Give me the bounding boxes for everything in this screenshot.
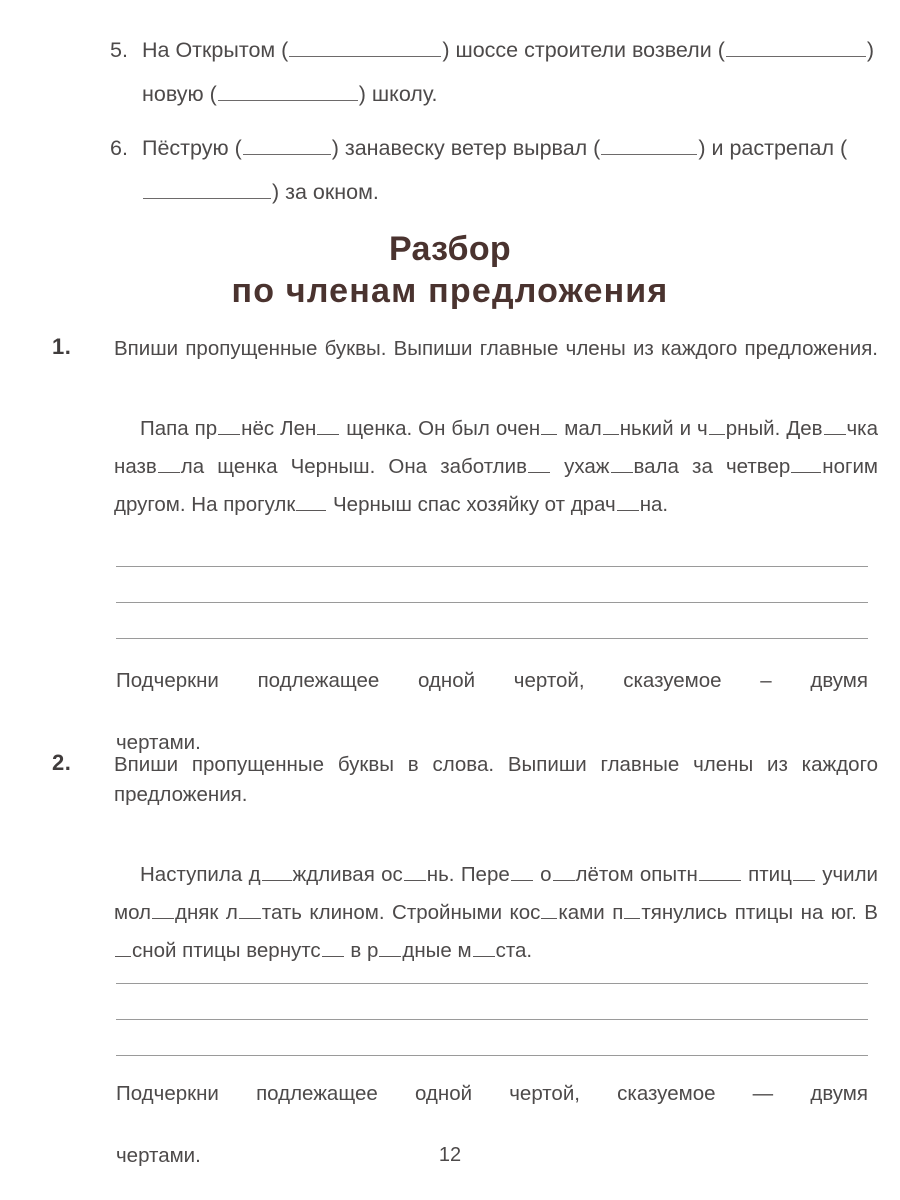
- footnote-line-2: чертами.: [116, 1144, 201, 1167]
- letter-gap[interactable]: [115, 940, 131, 957]
- exercise-prompt: Впиши пропущенные буквы в слова. Выпиши главные члены из каждого предложения.: [114, 753, 878, 806]
- list-item-text: [142, 126, 878, 214]
- letter-gap[interactable]: [317, 418, 339, 435]
- letter-gap[interactable]: [379, 940, 401, 957]
- answer-line[interactable]: [116, 566, 868, 567]
- exercise-1: [52, 334, 878, 524]
- exercise-number: 1.: [52, 334, 72, 359]
- exercise-prompt: Впиши пропущенные буквы. Выпиши главные члены из каждого предложения.: [114, 337, 878, 360]
- letter-gap[interactable]: [541, 418, 557, 435]
- list-item-text: [142, 28, 878, 116]
- page-number: 12: [438, 1144, 462, 1166]
- exercise-passage: Папа пр нёс Лен щенка. Он был очен мал нький и ч рный. Дев чка назв ла щенка Черныш. Она заботлив ухаж вала за четвер ногим другом. На прогулк Черныш спас хозяйку от драч на.: [114, 417, 879, 516]
- list-item-number: 6.: [110, 136, 128, 160]
- fill-in-blank[interactable]: [143, 178, 271, 199]
- letter-gap[interactable]: [791, 456, 821, 473]
- exercise-2: [52, 750, 878, 970]
- fill-in-blank[interactable]: [289, 36, 441, 57]
- exercise-passage: Наступила д ждливая ос нь. Пере о лётом опытн птиц учили мол дняк л тать клином. Стройными кос ками п тянулись птицы на юг. Всной птицы вернутс в р дные м ста.: [114, 863, 878, 962]
- sentence-fragment: ) школу.: [358, 82, 438, 106]
- list-item-number: 5.: [110, 38, 128, 62]
- footnote-line-2: чертами.: [116, 731, 201, 754]
- section-heading-line-2: по членам предложения: [231, 272, 669, 310]
- letter-gap[interactable]: [152, 902, 174, 919]
- answer-line[interactable]: [116, 1019, 868, 1020]
- sentence-fragment: ) за окном.: [272, 180, 379, 204]
- fill-in-blank[interactable]: [726, 36, 866, 57]
- letter-gap[interactable]: [824, 418, 846, 435]
- letter-gap[interactable]: [158, 456, 180, 473]
- letter-gap[interactable]: [699, 864, 741, 881]
- continued-exercise-list: [110, 28, 878, 224]
- letter-gap[interactable]: [511, 864, 533, 881]
- exercise-content: [114, 750, 878, 970]
- sentence-fragment: ) шоссе строители возвели (: [442, 38, 725, 62]
- section-heading-line-1: Разбор: [389, 230, 511, 268]
- letter-gap[interactable]: [541, 902, 557, 919]
- sentence-fragment: ) занавеску ветер вырвал (: [331, 136, 601, 160]
- letter-gap[interactable]: [709, 418, 725, 435]
- letter-gap[interactable]: [296, 494, 326, 511]
- section-heading: [0, 228, 900, 312]
- answer-line[interactable]: [116, 983, 868, 984]
- fill-in-blank[interactable]: [218, 80, 358, 101]
- sentence-fragment: Пёструю (: [142, 136, 242, 160]
- letter-gap[interactable]: [239, 902, 261, 919]
- exercise-number: 2.: [52, 750, 72, 775]
- answer-lines-2: [116, 983, 868, 1056]
- letter-gap[interactable]: [473, 940, 495, 957]
- answer-line[interactable]: [116, 602, 868, 603]
- letter-gap[interactable]: [322, 940, 344, 957]
- letter-gap[interactable]: [617, 494, 639, 511]
- letter-gap[interactable]: [553, 864, 575, 881]
- letter-gap[interactable]: [793, 864, 815, 881]
- sentence-fragment: ) и растрепал (: [698, 136, 848, 160]
- answer-line[interactable]: [116, 638, 868, 639]
- list-item: [110, 126, 878, 214]
- answer-line[interactable]: [116, 1055, 868, 1056]
- letter-gap[interactable]: [218, 418, 240, 435]
- exercise-1-footnote: [116, 665, 868, 758]
- fill-in-blank[interactable]: [601, 134, 697, 155]
- footnote-line-1: Подчеркни подлежащее одной чертой, сказуемое – двумя: [116, 669, 868, 692]
- letter-gap[interactable]: [404, 864, 426, 881]
- letter-gap[interactable]: [262, 864, 292, 881]
- answer-lines-1: [116, 566, 868, 639]
- letter-gap[interactable]: [611, 456, 633, 473]
- sentence-fragment: ) новую (: [142, 38, 875, 106]
- fill-in-blank[interactable]: [243, 134, 331, 155]
- letter-gap[interactable]: [528, 456, 550, 473]
- exercise-content: [114, 334, 878, 524]
- footnote-line-1: Подчеркни подлежащее одной чертой, сказуемое — двумя: [116, 1082, 868, 1105]
- letter-gap[interactable]: [603, 418, 619, 435]
- letter-gap[interactable]: [624, 902, 640, 919]
- sentence-fragment: На Открытом (: [142, 38, 289, 62]
- list-item: [110, 28, 878, 116]
